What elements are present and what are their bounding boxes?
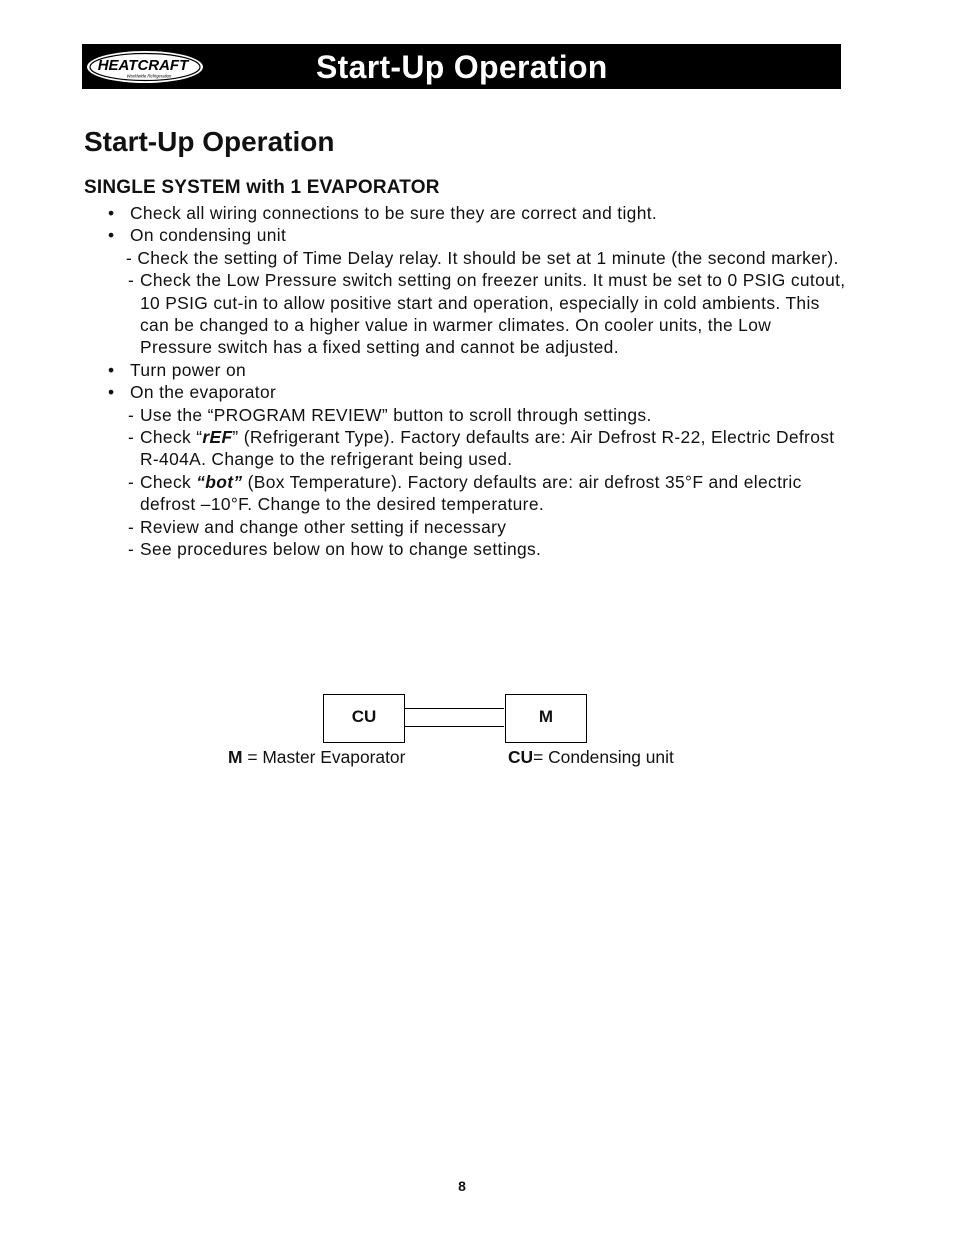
legend-master-key: M xyxy=(228,747,243,767)
sub-list-item xyxy=(128,516,848,538)
condensing-unit-box: CU xyxy=(323,694,405,743)
text-prefix: Check xyxy=(140,471,197,492)
list-item xyxy=(108,202,848,224)
page-number: 8 xyxy=(458,1178,466,1194)
sub-list-item xyxy=(126,247,848,269)
sub-list-item xyxy=(128,404,848,426)
sub-list-item-text: Check the setting of Time Delay relay. It should be set at 1 minute (the second marker). xyxy=(137,247,839,268)
sub-list-item xyxy=(128,471,848,516)
sub-list-item-text: Review and change other setting if necessary xyxy=(140,516,507,537)
dash-marker: - xyxy=(128,270,135,291)
bot-setting-code: “bot” xyxy=(196,471,243,492)
sub-list-item xyxy=(128,426,848,471)
sub-list-item-text: Use the “PROGRAM REVIEW” button to scroll through settings. xyxy=(140,404,652,425)
dash-marker: - xyxy=(128,427,135,448)
list-item xyxy=(108,381,848,403)
dash-marker: - xyxy=(128,516,135,537)
text-suffix: (Box Temperature). Factory defaults are: air defrost 35°F and electric defrost –10°F. Change to the desired temperature. xyxy=(140,471,802,515)
sub-list-item-text xyxy=(140,427,834,469)
text-suffix: ” (Refrigerant Type). Factory defaults are: Air Defrost R-22, Electric Defrost R-404A. Change to the refrigerant being used. xyxy=(140,427,835,470)
header-title: Start-Up Operation xyxy=(316,49,608,85)
list-item-text: On the evaporator xyxy=(130,382,277,403)
page-title: Start-Up Operation xyxy=(84,126,335,157)
list-item-text: Check all wiring connections to be sure they are correct and tight. xyxy=(130,203,658,223)
logo-brand: HEATCRAFT xyxy=(97,57,189,74)
dash-marker: - xyxy=(126,247,133,268)
legend-condensing-key: CU xyxy=(508,747,534,767)
ref-setting-code: rEF xyxy=(202,427,233,448)
bullet-icon: • xyxy=(108,203,115,223)
connection-lines xyxy=(405,708,504,727)
list-item-text: On condensing unit xyxy=(130,225,287,246)
sub-list-item xyxy=(128,538,848,560)
dash-marker: - xyxy=(128,539,135,560)
dash-marker: - xyxy=(128,404,135,425)
legend-master-text: = Master Evaporator xyxy=(242,747,406,767)
list-item xyxy=(108,224,848,246)
bullet-icon: • xyxy=(108,382,115,403)
instruction-list xyxy=(108,202,848,561)
legend-master xyxy=(228,746,405,768)
master-evaporator-box: M xyxy=(505,694,587,743)
list-item-text: Turn power on xyxy=(130,359,247,380)
section-heading: SINGLE SYSTEM with 1 EVAPORATOR xyxy=(84,177,440,198)
sub-list-item-text: See procedures below on how to change settings. xyxy=(140,539,542,560)
bullet-icon: • xyxy=(108,225,115,246)
heatcraft-logo xyxy=(85,49,205,85)
text-prefix: Check “ xyxy=(140,427,203,448)
logo-tagline: Worldwide Refrigeration xyxy=(126,73,172,79)
dash-marker: - xyxy=(128,471,135,492)
header-bar xyxy=(82,44,841,89)
legend-condensing-text: = Condensing unit xyxy=(533,747,674,767)
list-item xyxy=(108,359,848,381)
bullet-icon: • xyxy=(108,359,115,380)
sub-list-item xyxy=(128,269,848,359)
sub-list-item-text: Check the Low Pressure switch setting on freezer units. It must be set to 0 PSIG cutout, 10 PSIG cut-in to allow positive start and operation, especially in cold ambients. This can be changed to a higher value in warmer climates. On cooler units, the Low Pressure switch has a fixed setting and cannot be adjusted. xyxy=(140,270,846,358)
legend-condensing xyxy=(508,746,674,768)
sub-list-item-text xyxy=(140,472,802,514)
